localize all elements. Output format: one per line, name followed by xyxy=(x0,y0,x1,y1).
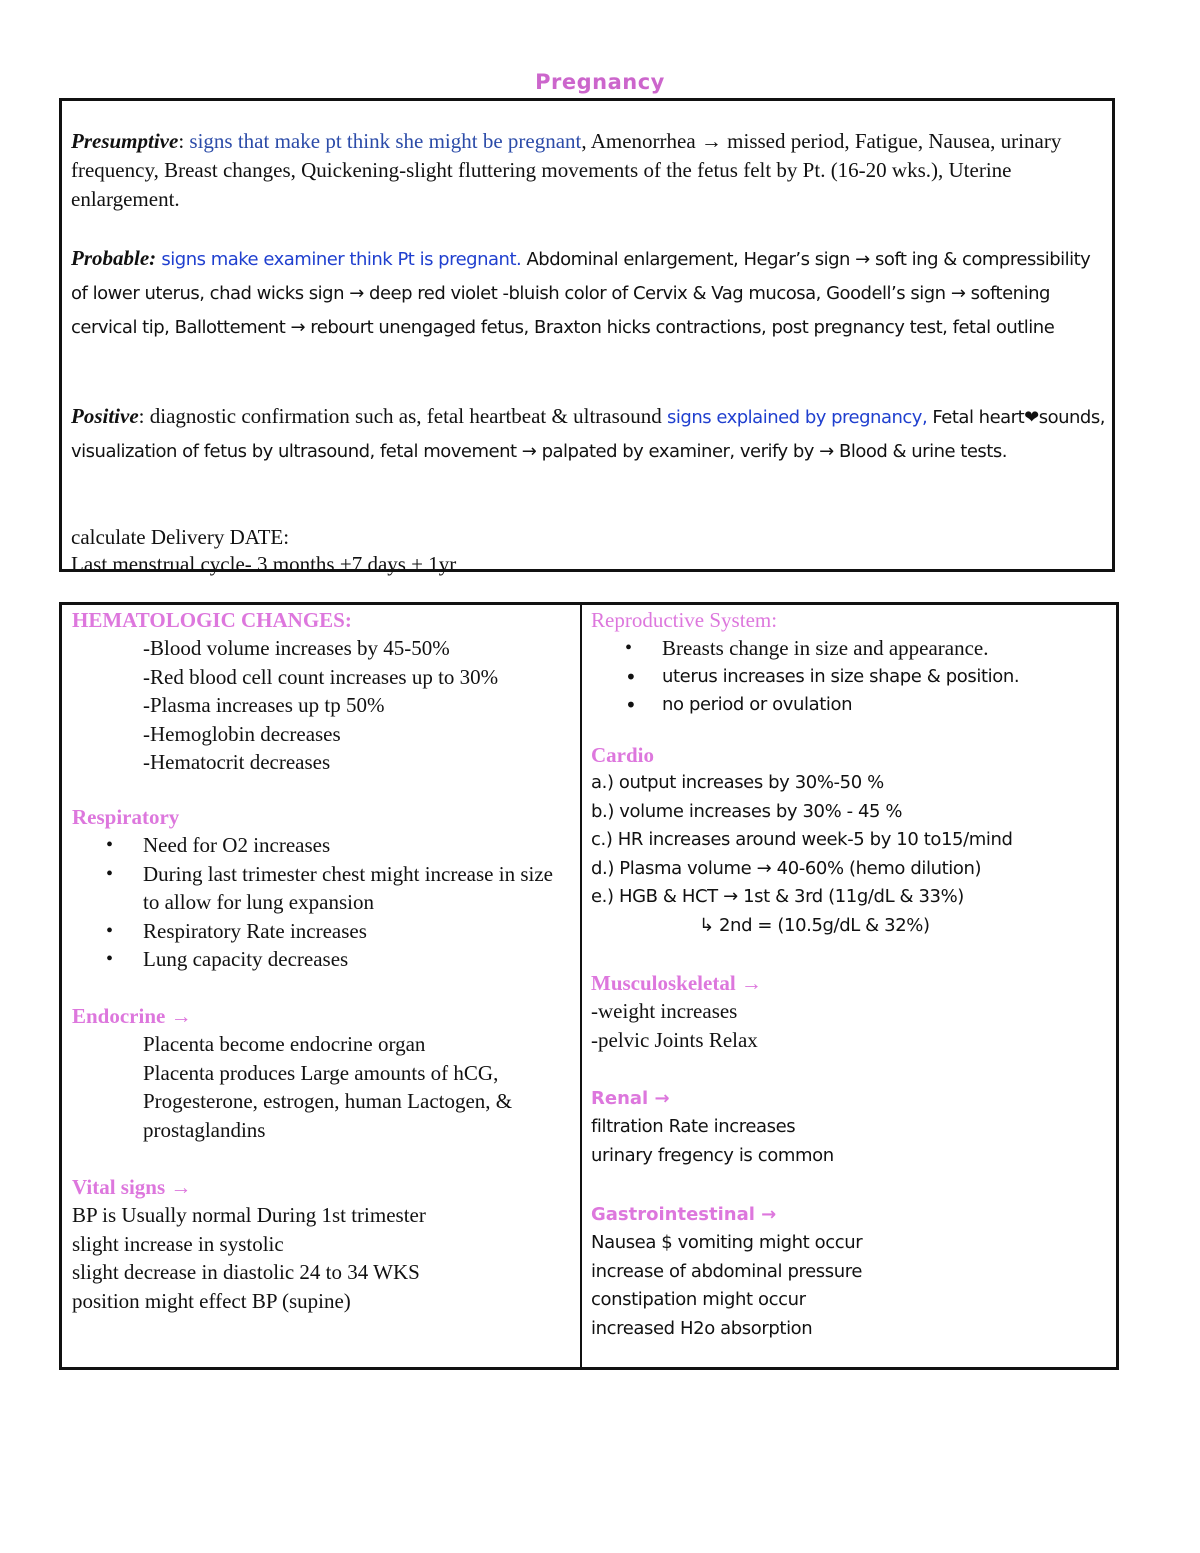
cardio-heading: Cardio xyxy=(591,743,654,767)
body-changes-table xyxy=(59,602,1119,1370)
cardio-line: e.) HGB & HCT → 1st & 3rd (11g/dL & 33%) xyxy=(591,886,964,907)
positive-highlight: signs explained by pregnancy, xyxy=(667,407,928,428)
musculoskeletal-line: -weight increases xyxy=(591,999,738,1023)
vital-signs-heading: Vital signs → xyxy=(72,1175,192,1199)
cardio-section xyxy=(591,741,1111,940)
respiratory-list xyxy=(72,831,572,974)
hematologic-line: -Hemoglobin decreases xyxy=(143,721,341,746)
hematologic-heading: HEMATOLOGIC CHANGES: xyxy=(72,608,352,632)
respiratory-section xyxy=(72,803,572,974)
presumptive-paragraph xyxy=(71,127,1111,214)
endocrine-line: Placenta produces Large amounts of hCG, Progesterone, estrogen, human Lactogen, & prostaglandins xyxy=(143,1060,513,1142)
positive-text-2: Fetal heart❤sounds, visualization of fetus by ultrasound, fetal movement → palpated by examiner, verify by → Blood & urine tests. xyxy=(71,407,1105,462)
renal-line: urinary fregency is common xyxy=(591,1144,834,1166)
renal-line: filtration Rate increases xyxy=(591,1116,796,1137)
presumptive-highlight: signs that make pt think she might be pregnant xyxy=(189,129,582,153)
list-item: • Respiratory Rate increases xyxy=(72,917,572,946)
vital-signs-line: slight decrease in diastolic 24 to 34 WKS xyxy=(72,1260,420,1284)
pregnancy-signs-box xyxy=(59,98,1115,576)
renal-heading: Renal → xyxy=(591,1088,670,1109)
list-item: • Lung capacity decreases xyxy=(72,945,572,974)
cardio-line: c.) HR increases around week-5 by 10 to15/mind xyxy=(591,829,1013,850)
cardio-line: d.) Plasma volume → 40-60% (hemo dilution) xyxy=(591,857,982,879)
hematologic-line: -Hematocrit decreases xyxy=(143,750,331,774)
page-title: Pregnancy xyxy=(535,70,665,94)
calc-line-2: Last menstrual cycle- 3 months +7 days + 1yr xyxy=(71,552,457,576)
gastrointestinal-heading: Gastrointestinal → xyxy=(591,1204,777,1225)
musculoskeletal-line: -pelvic Joints Relax xyxy=(591,1027,758,1052)
presumptive-text: , Amenorrhea → missed period, Fatigue, Nausea, urinary frequency, Breast changes, Quickening-slight fluttering movements of the fetus felt by Pt. (16-20 wks.), Uterine enlargement. xyxy=(71,129,1062,211)
vital-signs-line: slight increase in systolic xyxy=(72,1231,284,1256)
gastrointestinal-line: constipation might occur xyxy=(591,1289,806,1310)
list-item: • no period or ovulation xyxy=(591,691,1111,720)
gastrointestinal-line: Nausea $ vomiting might occur xyxy=(591,1232,863,1253)
endocrine-heading: Endocrine → xyxy=(72,1004,192,1028)
gastrointestinal-section xyxy=(591,1201,1111,1343)
list-item: • uterus increases in size shape & position. xyxy=(591,663,1111,692)
musculoskeletal-heading: Musculoskeletal → xyxy=(591,971,762,995)
positive-label: Positive xyxy=(71,404,139,428)
vital-signs-line: BP is Usually normal During 1st trimester xyxy=(72,1203,426,1227)
gastrointestinal-line: increase of abdominal pressure xyxy=(591,1260,862,1282)
reproductive-heading: Reproductive System: xyxy=(591,608,778,632)
presumptive-colon: : xyxy=(178,129,190,153)
cardio-subline: ↳ 2nd = (10.5g/dL & 32%) xyxy=(699,914,930,936)
positive-paragraph xyxy=(71,399,1111,469)
list-item: • Need for O2 increases xyxy=(72,831,572,860)
cardio-line: a.) output increases by 30%-50 % xyxy=(591,772,884,793)
cardio-line: b.) volume increases by 30% - 45 % xyxy=(591,800,903,822)
hematologic-section xyxy=(72,606,572,777)
list-item: • During last trimester chest might increase in size to allow for lung expansion xyxy=(72,860,572,917)
reproductive-section xyxy=(591,606,1111,720)
probable-label: Probable: xyxy=(71,246,157,270)
renal-section xyxy=(591,1085,1111,1170)
probable-text: Abdominal enlargement, Hegar’s sign → soft ing & compressibility of lower uterus, chad wicks sign → deep red violet -bluish color of Cervix & Vag mucosa, Goodell’s sign → softening cervical tip, Ballottement → rebourt unengaged fetus, Braxton hicks contractions, post pregnancy test, fetal outline xyxy=(71,249,1091,338)
endocrine-section xyxy=(72,1002,572,1144)
hematologic-line: -Plasma increases up tp 50% xyxy=(143,693,385,717)
probable-paragraph xyxy=(71,241,1111,345)
hematologic-line: -Red blood cell count increases up to 30% xyxy=(143,664,499,689)
calc-line-1: calculate Delivery DATE: xyxy=(71,525,290,549)
musculoskeletal-section xyxy=(591,969,1111,1054)
positive-colon: : xyxy=(138,404,150,428)
endocrine-line: Placenta become endocrine organ xyxy=(143,1032,426,1056)
gastrointestinal-line: increased H2o absorption xyxy=(591,1317,813,1339)
reproductive-list xyxy=(591,634,1111,720)
column-divider xyxy=(580,605,582,1367)
positive-text-1: diagnostic confirmation such as, fetal heartbeat & ultrasound xyxy=(149,404,668,428)
presumptive-label: Presumptive xyxy=(71,129,179,153)
probable-highlight: signs make examiner think Pt is pregnant. xyxy=(161,249,522,270)
vital-signs-line: position might effect BP (supine) xyxy=(72,1288,351,1313)
vital-signs-section xyxy=(72,1173,572,1315)
hematologic-line: -Blood volume increases by 45-50% xyxy=(143,636,450,660)
respiratory-heading: Respiratory xyxy=(72,805,180,829)
due-date-calculation xyxy=(71,524,1111,578)
list-item: • Breasts change in size and appearance. xyxy=(591,634,1111,663)
